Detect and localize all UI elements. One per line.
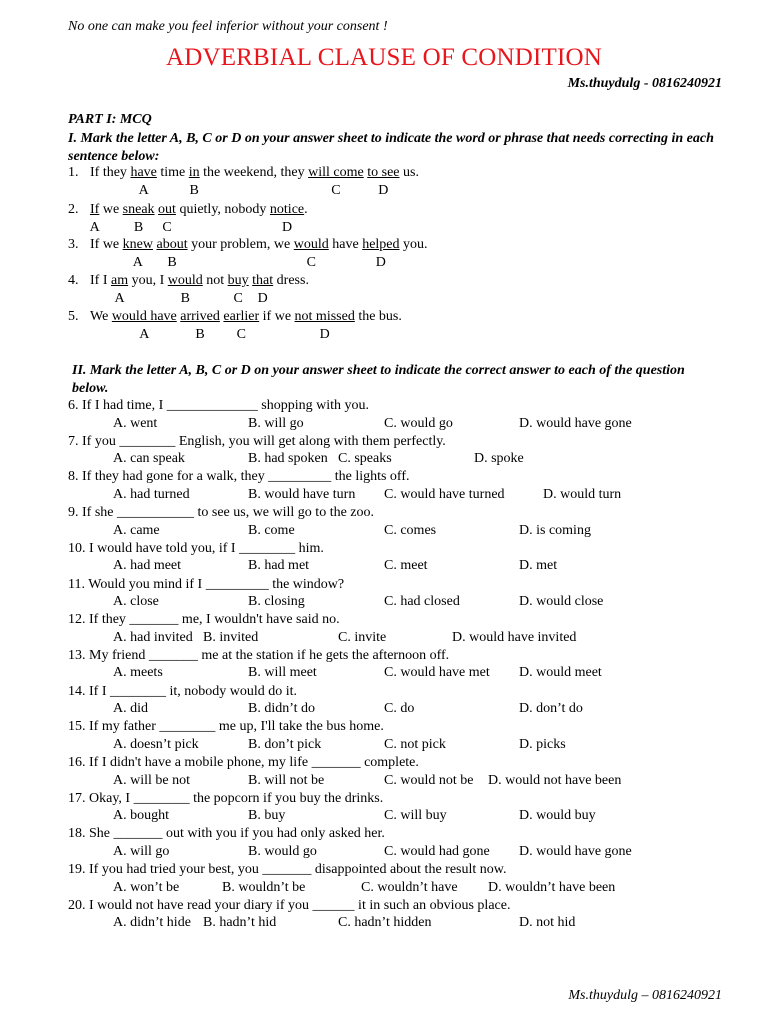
answer-option: B. had spoken	[248, 451, 328, 467]
answer-option: B. would go	[248, 843, 317, 859]
answer-option: C. invite	[338, 629, 387, 645]
option-letter: A	[139, 327, 150, 342]
answer-option: C. would had gone	[384, 843, 490, 859]
underlined-option: have	[130, 165, 157, 180]
question-text: 13. My friend _______ me at the station if he gets the afternoon off.	[68, 647, 450, 663]
option-letter: B	[195, 327, 205, 342]
answer-option: B. will not be	[248, 772, 325, 788]
answer-options	[0, 451, 768, 469]
option-letters	[0, 255, 768, 273]
option-letter: C	[236, 327, 246, 342]
question-text: 16. If I didn't have a mobile phone, my life _______ complete.	[68, 755, 419, 770]
underlined-option: would have	[111, 309, 177, 324]
option-letter: A	[114, 291, 125, 306]
sentence-text: We would have arrived earlier if we not missed the bus.	[90, 309, 402, 324]
answer-option: D. would buy	[519, 808, 596, 824]
sentence-number: 5.	[68, 309, 79, 324]
answer-options	[0, 737, 768, 755]
answer-options	[0, 558, 768, 576]
answer-option: D. would have invited	[452, 629, 577, 645]
answer-option: B. come	[248, 522, 295, 538]
option-letter: B	[167, 255, 177, 270]
answer-option: D. not hid	[519, 915, 576, 931]
sentence-text: If they have time in the weekend, they will come to see us.	[90, 165, 419, 180]
option-letter: A	[138, 183, 149, 198]
error-sentence	[68, 202, 308, 218]
question-text: 7. If you ________ English, you will get along with them perfectly.	[68, 433, 446, 449]
answer-option: C. would have met	[384, 665, 490, 681]
question-text: 17. Okay, I ________ the popcorn if you buy the drinks.	[68, 790, 384, 806]
underlined-option: helped	[362, 237, 400, 252]
underlined-option: am	[111, 273, 129, 288]
option-letter: C	[331, 183, 341, 198]
answer-option: C. not pick	[384, 736, 446, 752]
underlined-option: not missed	[294, 309, 355, 324]
answer-option: A. will go	[113, 843, 170, 859]
underlined-option: knew	[122, 237, 153, 252]
answer-option: B. didn’t do	[248, 701, 316, 717]
option-letters	[0, 327, 768, 345]
answer-option: B. would have turn	[248, 486, 356, 502]
answer-option: B. will go	[248, 415, 304, 431]
answer-option: D. picks	[519, 736, 566, 752]
answer-option: A. had meet	[113, 558, 182, 574]
answer-option: D. wouldn’t have been	[488, 879, 616, 895]
underlined-option: will come	[308, 165, 364, 180]
underlined-option: earlier	[223, 309, 260, 324]
option-letters	[0, 183, 768, 201]
question-text: 20. I would not have read your diary if you ______ it in such an obvious place.	[68, 897, 511, 913]
answer-options	[0, 594, 768, 612]
option-letter: D	[257, 291, 268, 306]
option-letter: D	[378, 183, 389, 198]
answer-option: C. do	[384, 701, 415, 717]
answer-option: B. had met	[248, 558, 310, 574]
answer-options	[0, 416, 768, 434]
answer-option: D. is coming	[519, 522, 591, 538]
question-text: 10. I would have told you, if I ________ him.	[68, 540, 324, 556]
answer-option: D. would meet	[519, 665, 602, 681]
answer-option: C. wouldn’t have	[361, 879, 458, 895]
answer-options	[0, 701, 768, 719]
underlined-option: would	[293, 237, 329, 252]
answer-option: A. won’t be	[113, 879, 180, 895]
page-title: ADVERBIAL CLAUSE OF CONDITION	[165, 44, 603, 71]
answer-option: D. don’t do	[519, 701, 583, 717]
question-text: 6. If I had time, I _____________ shopping with you.	[68, 398, 369, 413]
option-letter: B	[133, 220, 144, 235]
answer-option: D. would turn	[543, 486, 622, 502]
answer-option: A. came	[113, 522, 160, 538]
answer-options	[0, 808, 768, 826]
option-letter: B	[180, 291, 190, 306]
option-letter: D	[319, 327, 330, 342]
option-letters	[0, 220, 768, 238]
answer-options	[0, 487, 768, 505]
answer-option: B. will meet	[248, 665, 317, 681]
answer-option: D. would have gone	[519, 415, 632, 431]
answer-option: C. comes	[384, 522, 437, 538]
answer-option: B. hadn’t hid	[203, 915, 277, 931]
answer-options	[0, 880, 768, 898]
answer-option: A. doesn’t pick	[113, 736, 199, 752]
error-sentence	[68, 309, 402, 325]
underlined-option: If	[90, 202, 100, 217]
error-sentence	[68, 273, 309, 289]
question-text: 9. If she ___________ to see us, we will go to the zoo.	[68, 505, 375, 521]
underlined-option: arrived	[180, 309, 220, 324]
sentence-number: 3.	[68, 237, 79, 252]
answer-option: A. meets	[113, 665, 163, 681]
header-quote: No one can make you feel inferior without your consent !	[68, 19, 388, 34]
answer-option: A. will be not	[113, 772, 190, 788]
answer-options	[0, 630, 768, 648]
answer-options	[0, 915, 768, 933]
sentence-number: 1.	[68, 165, 79, 180]
answer-option: C. meet	[384, 558, 428, 574]
answer-option: D. would have gone	[519, 843, 632, 859]
question-text: 18. She _______ out with you if you had only asked her.	[68, 826, 385, 842]
option-letter: D	[281, 220, 293, 235]
question-text: 15. If my father ________ me up, I'll take the bus home.	[68, 719, 384, 735]
answer-option: B. invited	[203, 629, 259, 645]
answer-option: A. bought	[113, 808, 169, 824]
sentence-text: If we sneak out quietly, nobody notice.	[90, 202, 308, 217]
answer-option: D. would not have been	[488, 772, 622, 788]
option-letter: B	[189, 183, 199, 198]
option-letter: C	[306, 255, 316, 270]
answer-option: C. had closed	[384, 594, 460, 609]
underlined-option: to see	[367, 165, 400, 180]
underlined-option: buy	[227, 273, 249, 288]
option-letter: D	[375, 255, 386, 270]
underlined-option: sneak	[122, 202, 155, 217]
answer-option: A. didn’t hide	[113, 915, 191, 931]
answer-option: D. would close	[519, 594, 604, 609]
question-text: 19. If you had tried your best, you _______ disappointed about the result now.	[68, 862, 507, 878]
answer-options	[0, 773, 768, 791]
part1-heading: PART I: MCQ	[68, 112, 152, 127]
author-contact: Ms.thuydulg - 0816240921	[567, 76, 722, 91]
answer-option: B. wouldn’t be	[222, 879, 306, 895]
underlined-option: out	[158, 202, 176, 217]
error-sentence	[68, 237, 428, 253]
underlined-option: notice	[269, 202, 305, 217]
sentence-number: 4.	[68, 273, 79, 288]
question-text: 11. Would you mind if I _________ the window?	[68, 576, 345, 592]
sentence-number: 2.	[68, 202, 79, 217]
option-letter: A	[132, 255, 143, 270]
answer-option: C. would go	[384, 415, 453, 431]
question-text: 14. If I ________ it, nobody would do it.	[68, 683, 298, 699]
underlined-option: about	[156, 237, 188, 252]
answer-option: C. would have turned	[384, 486, 505, 502]
option-letter: A	[89, 220, 100, 235]
answer-options	[0, 665, 768, 683]
answer-option: B. closing	[248, 594, 305, 609]
answer-option: A. went	[113, 415, 158, 431]
option-letter: C	[162, 220, 172, 235]
answer-option: A. had turned	[113, 486, 190, 502]
part2-instruction: II. Mark the letter A, B, C or D on your answer sheet to indicate the correct answer to each of the question below.	[72, 363, 685, 396]
answer-option: A. can speak	[113, 451, 185, 467]
answer-option: A. had invited	[113, 629, 193, 645]
question-text: 12. If they _______ me, I wouldn't have said no.	[68, 612, 340, 628]
answer-option: D. spoke	[474, 451, 524, 467]
answer-option: B. don’t pick	[248, 736, 322, 752]
part1-instruction: I. Mark the letter A, B, C or D on your answer sheet to indicate the word or phrase that needs correcting in each sentence below:	[68, 131, 714, 164]
answer-option: C. would not be	[384, 772, 474, 788]
answer-option: B. buy	[248, 808, 286, 824]
sentence-text: If I am you, I would not buy that dress.	[90, 273, 309, 288]
error-sentence	[68, 165, 419, 181]
answer-option: C. will buy	[384, 808, 447, 824]
answer-option: C. speaks	[338, 451, 392, 467]
option-letter: C	[233, 291, 243, 306]
question-text: 8. If they had gone for a walk, they _________ the lights off.	[68, 469, 410, 485]
answer-option: C. hadn’t hidden	[338, 915, 432, 931]
answer-option: A. did	[113, 701, 148, 717]
underlined-option: would	[167, 273, 203, 288]
answer-options	[0, 844, 768, 862]
answer-option: D. met	[519, 558, 558, 574]
answer-options	[0, 523, 768, 541]
option-letters	[0, 291, 768, 309]
underlined-option: that	[252, 273, 274, 288]
footer-author: Ms.thuydulg – 0816240921	[568, 988, 722, 1003]
underlined-option: in	[188, 165, 200, 180]
sentence-text: If we knew about your problem, we would have helped you.	[90, 237, 428, 252]
answer-option: A. close	[113, 594, 159, 609]
